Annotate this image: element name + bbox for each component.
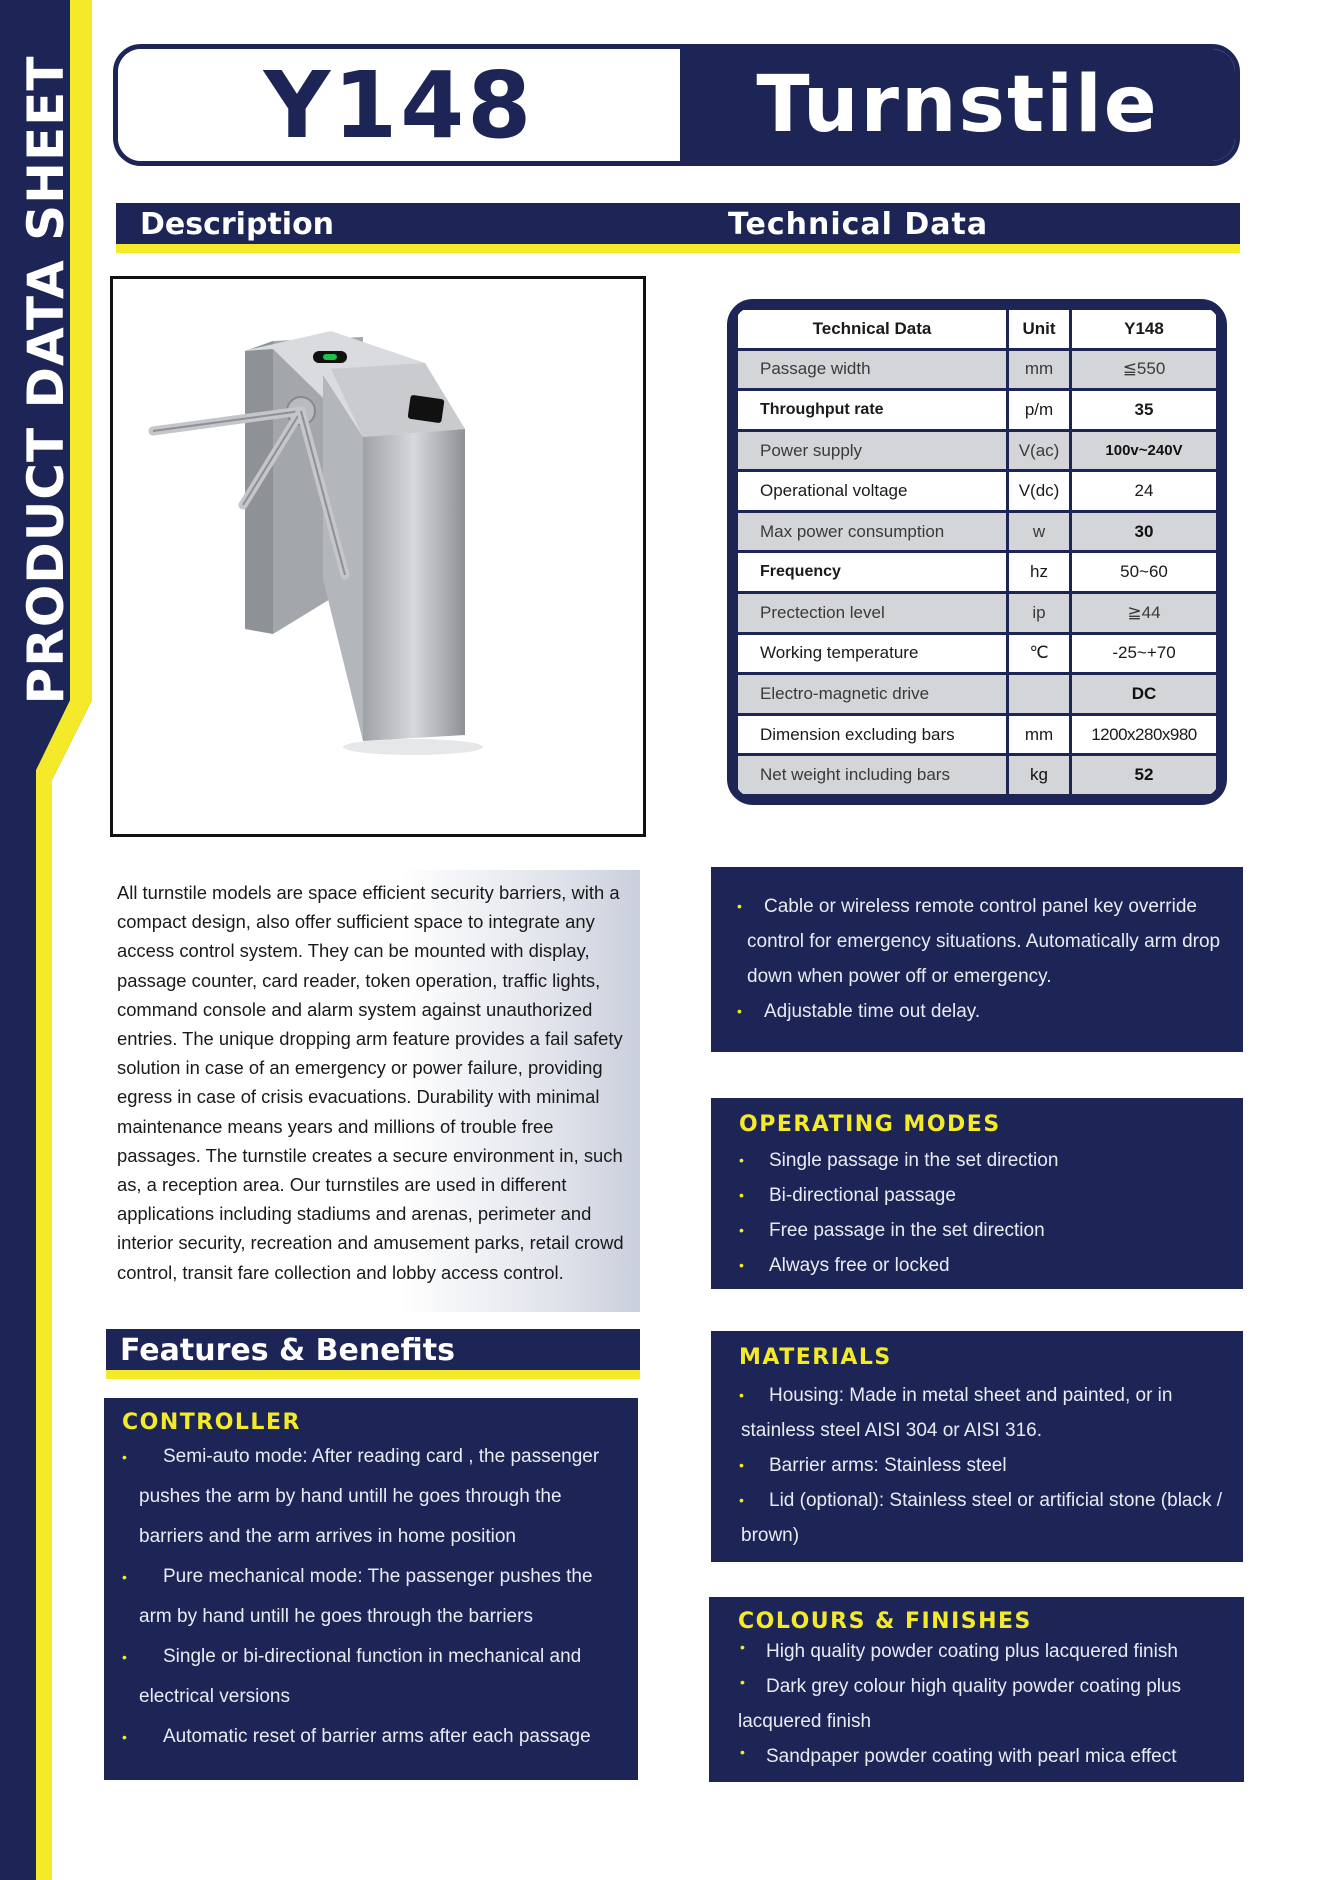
list-item (737, 889, 1231, 994)
bullet-icon: • (122, 1569, 127, 1585)
colours-title: COLOURS & FINISHES (738, 1609, 1032, 1634)
table-row (738, 351, 1216, 389)
list-item (738, 1634, 1236, 1669)
value-cell: 50~60 (1072, 553, 1216, 591)
table-row (738, 756, 1216, 794)
list-item-text: Always free or locked (769, 1255, 950, 1276)
table-row (738, 594, 1216, 632)
bullet-icon: • (739, 1257, 744, 1273)
param-cell: Frequency (738, 553, 1006, 591)
controller-list (122, 1437, 628, 1757)
operating-modes-panel (711, 1098, 1243, 1289)
list-item-text: Housing: Made in metal sheet and painted, or in stainless steel AISI 304 or AISI 316. (741, 1385, 1173, 1441)
table-row (738, 716, 1216, 754)
param-cell: Power supply (738, 432, 1006, 470)
product-name: Turnstile (756, 60, 1159, 150)
bullet-icon: • (740, 1744, 745, 1760)
tech-table (735, 307, 1219, 797)
operating-modes-list (739, 1143, 1231, 1283)
param-cell: Electro-magnetic drive (738, 675, 1006, 713)
unit-cell: kg (1009, 756, 1069, 794)
bullet-icon: • (737, 898, 742, 914)
list-item (738, 1739, 1236, 1774)
param-cell: Throughput rate (738, 391, 1006, 429)
bullet-icon: • (739, 1187, 744, 1203)
bullet-icon: • (739, 1222, 744, 1238)
unit-cell (1009, 675, 1069, 713)
header-cell-model: Y148 (1072, 310, 1216, 348)
list-item (739, 1248, 1231, 1283)
bullet-icon: • (739, 1492, 744, 1508)
list-item (122, 1717, 628, 1757)
header (113, 44, 1240, 166)
table-row (738, 635, 1216, 673)
list-item (739, 1178, 1231, 1213)
header-model-box (118, 49, 680, 161)
list-item-text: Sandpaper powder coating with pearl mica effect (766, 1746, 1177, 1767)
remote-list (737, 889, 1231, 1029)
list-item-text: Bi-directional passage (769, 1185, 956, 1206)
list-item-text: Adjustable time out delay. (764, 1001, 981, 1022)
param-cell: Prectection level (738, 594, 1006, 632)
table-row (738, 553, 1216, 591)
unit-cell: mm (1009, 351, 1069, 389)
unit-cell: ip (1009, 594, 1069, 632)
unit-cell: V(ac) (1009, 432, 1069, 470)
list-item (737, 994, 1231, 1029)
controller-panel (104, 1398, 638, 1780)
param-cell: Operational voltage (738, 472, 1006, 510)
controller-title: CONTROLLER (122, 1410, 301, 1435)
remote-control-panel (711, 867, 1243, 1052)
header-cell-unit: Unit (1009, 310, 1069, 348)
description-box (110, 870, 640, 1312)
materials-panel (711, 1331, 1243, 1562)
list-item-text: Lid (optional): Stainless steel or artificial stone (black / brown) (741, 1490, 1223, 1546)
unit-cell: V(dc) (1009, 472, 1069, 510)
param-cell: Net weight including bars (738, 756, 1006, 794)
tech-table-header-row (738, 310, 1216, 348)
bullet-icon: • (122, 1729, 127, 1745)
value-cell: ≦550 (1072, 351, 1216, 389)
section-bar-top (116, 203, 1240, 253)
table-row (738, 472, 1216, 510)
list-item-text: Cable or wireless remote control panel key override control for emergency situations. Automatically arm drop down when power off or emergency. (747, 896, 1221, 987)
product-photo (110, 276, 646, 837)
list-item-text: Barrier arms: Stainless steel (769, 1455, 1007, 1476)
list-item-text: Single passage in the set direction (769, 1150, 1059, 1171)
operating-modes-title: OPERATING MODES (739, 1112, 1001, 1137)
list-item (738, 1669, 1236, 1739)
list-item (122, 1637, 628, 1717)
list-item-text: Pure mechanical mode: The passenger pushes the arm by hand untill he goes through the barriers (139, 1566, 593, 1627)
turnstile-illustration (113, 279, 643, 834)
value-cell: 30 (1072, 513, 1216, 551)
table-row (738, 513, 1216, 551)
list-item-text: Single or bi-directional function in mechanical and electrical versions (139, 1646, 582, 1707)
list-item-text: Automatic reset of barrier arms after each passage (163, 1726, 591, 1747)
description-text: All turnstile models are space efficient security barriers, with a compact design, also offer sufficient space to integrate any access control system. They can be mounted with display, passage counter, card reader, token operation, traffic lights, command console and alarm system against unauthorized entries. The unique dropping arm feature provides a fail safety solution in case of an emergency or power failure, providing egress in case of crisis evacuations. Durability with minimal maintenance means years and millions of trouble free passages. The turnstile creates a secure environment in, such as, a reception area. Our turnstiles are used in different applications including stadiums and arenas, perimeter and interior security, recreation and amusement parks, retail crowd control, transit fare collection and lobby access control. (117, 882, 624, 1283)
side-label: PRODUCT DATA SHEET (17, 55, 75, 705)
list-item (122, 1437, 628, 1557)
list-item (739, 1213, 1231, 1248)
model-name: Y148 (263, 51, 535, 159)
technical-heading: Technical Data (728, 207, 989, 242)
list-item (739, 1448, 1235, 1483)
unit-cell: mm (1009, 716, 1069, 754)
unit-cell: p/m (1009, 391, 1069, 429)
value-cell: 100v~240V (1072, 432, 1216, 470)
param-cell: Max power consumption (738, 513, 1006, 551)
list-item-text: High quality powder coating plus lacquered finish (766, 1641, 1178, 1662)
table-row (738, 391, 1216, 429)
table-row (738, 432, 1216, 470)
list-item (739, 1483, 1235, 1553)
description-heading: Description (140, 207, 335, 242)
bullet-icon: • (739, 1457, 744, 1473)
colours-list (738, 1634, 1236, 1774)
unit-cell: ℃ (1009, 635, 1069, 673)
side-band (0, 0, 92, 1880)
materials-title: MATERIALS (739, 1345, 892, 1370)
param-cell: Passage width (738, 351, 1006, 389)
value-cell: 24 (1072, 472, 1216, 510)
list-item-text: Free passage in the set direction (769, 1220, 1045, 1241)
table-row (738, 675, 1216, 713)
bullet-icon: • (739, 1387, 744, 1403)
bullet-icon: • (122, 1449, 127, 1465)
value-cell: 1200x280x980 (1072, 716, 1216, 754)
unit-cell: hz (1009, 553, 1069, 591)
param-cell: Dimension excluding bars (738, 716, 1006, 754)
list-item-text: Semi-auto mode: After reading card , the passenger pushes the arm by hand untill he goes through the barriers and the arm arrives in home position (139, 1446, 600, 1547)
bullet-icon: • (737, 1003, 742, 1019)
list-item (739, 1378, 1235, 1448)
bullet-icon: • (739, 1152, 744, 1168)
header-product-box (680, 49, 1235, 161)
list-item (739, 1143, 1231, 1178)
features-heading: Features & Benefits (120, 1333, 455, 1368)
value-cell: DC (1072, 675, 1216, 713)
tech-table-frame (727, 299, 1227, 805)
value-cell: 52 (1072, 756, 1216, 794)
bullet-icon: • (740, 1639, 745, 1655)
unit-cell: w (1009, 513, 1069, 551)
features-bar (106, 1329, 640, 1379)
bullet-icon: • (740, 1674, 745, 1690)
list-item-text: Dark grey colour high quality powder coating plus lacquered finish (738, 1676, 1182, 1732)
list-item (122, 1557, 628, 1637)
param-cell: Working temperature (738, 635, 1006, 673)
value-cell: ≧44 (1072, 594, 1216, 632)
bullet-icon: • (122, 1649, 127, 1665)
value-cell: -25~+70 (1072, 635, 1216, 673)
materials-list (739, 1378, 1235, 1553)
header-cell-technical-data: Technical Data (738, 310, 1006, 348)
value-cell: 35 (1072, 391, 1216, 429)
colours-panel (709, 1597, 1244, 1782)
